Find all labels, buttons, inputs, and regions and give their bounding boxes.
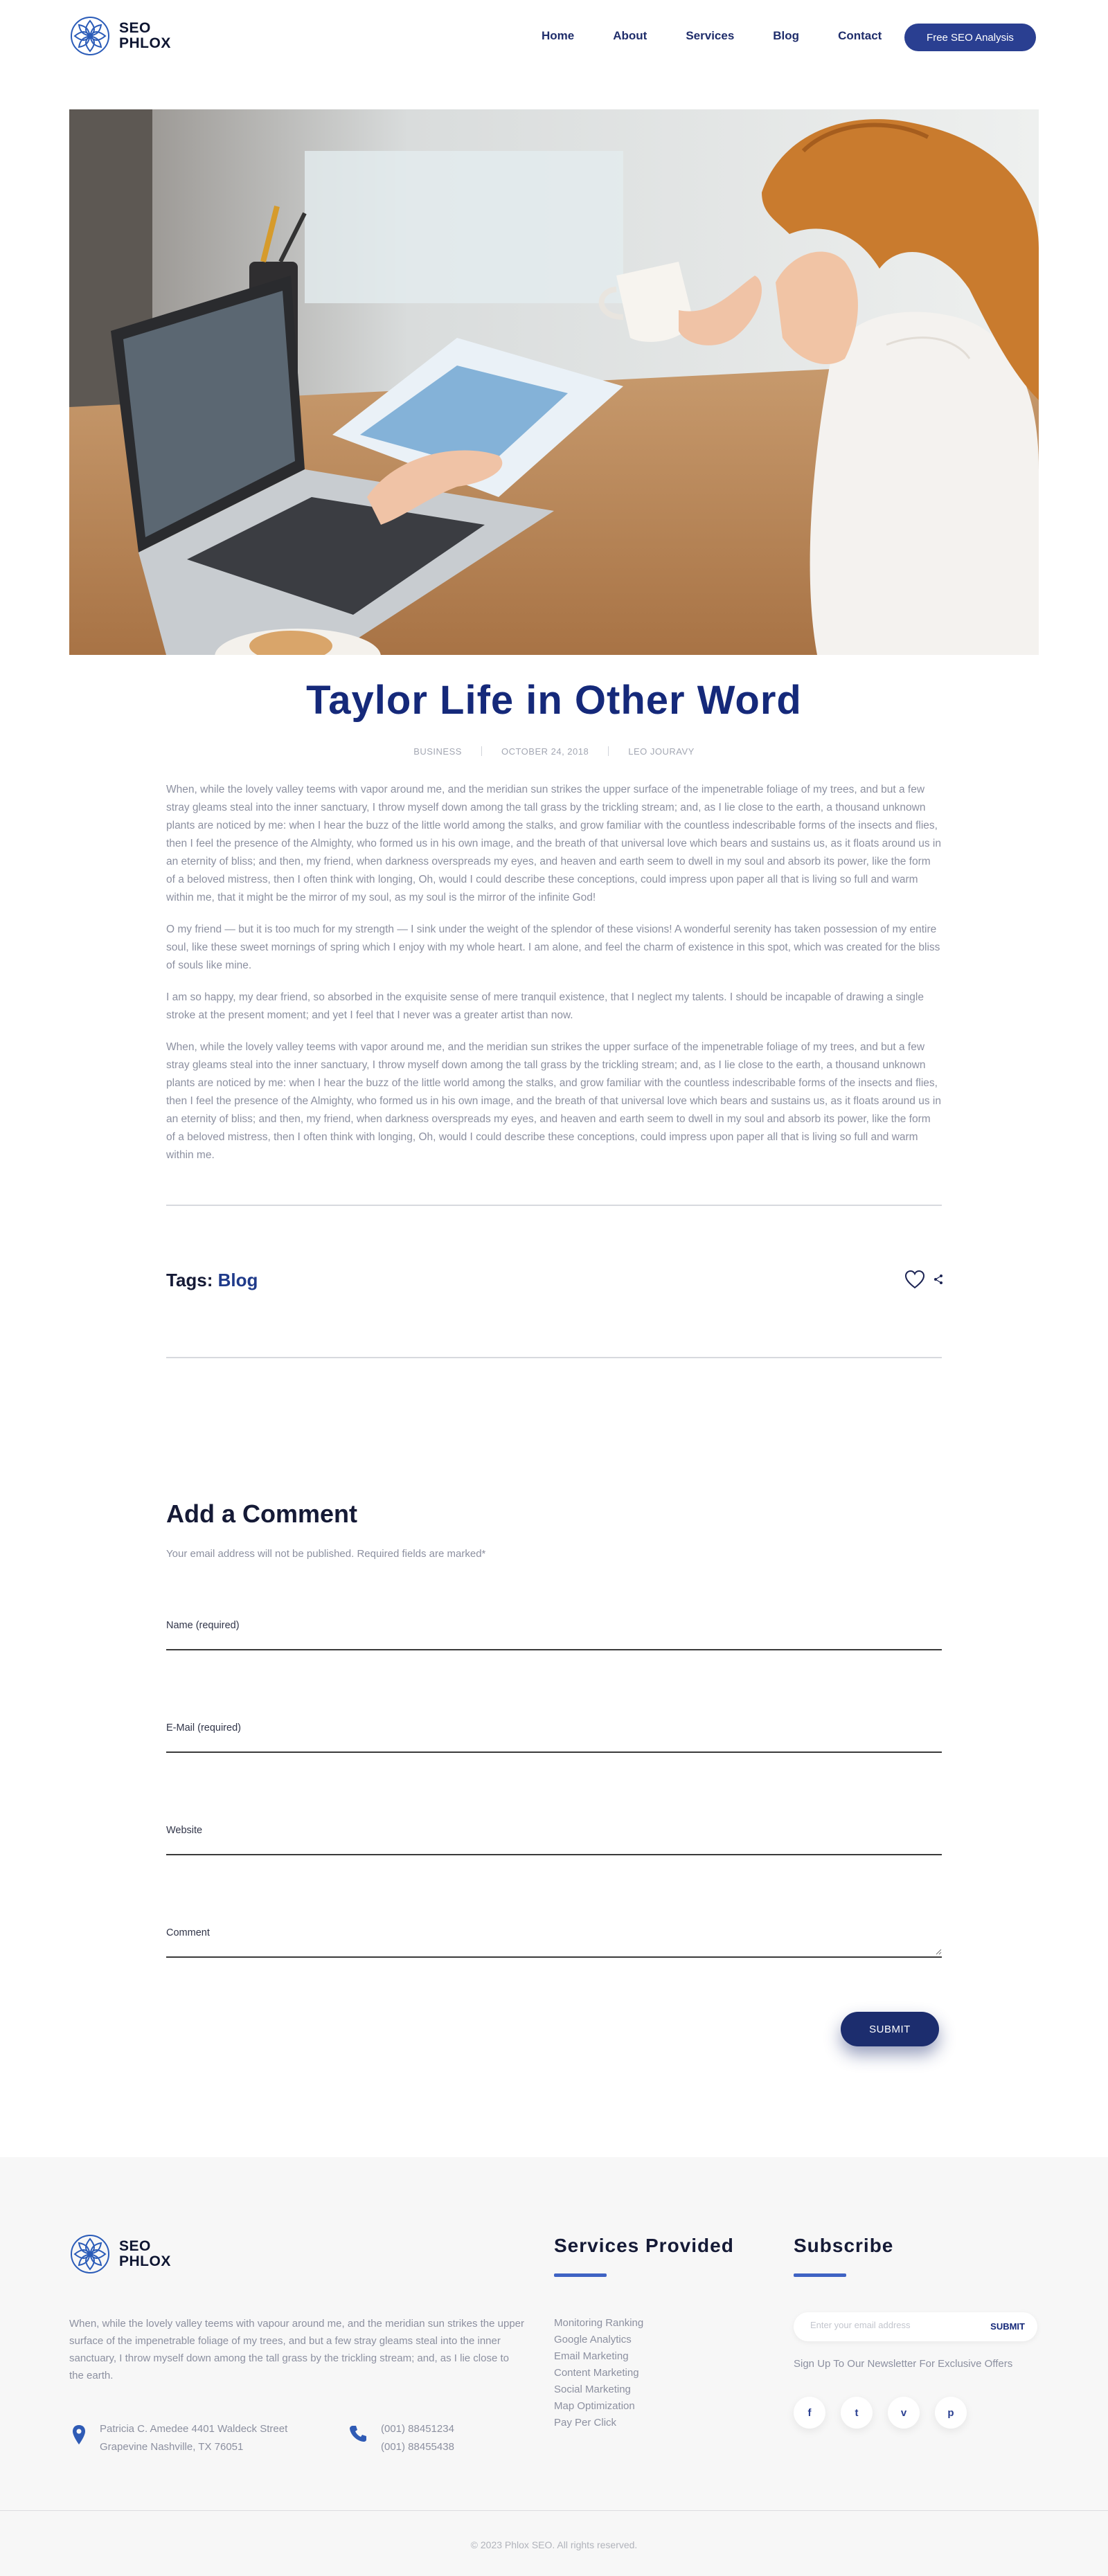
comment-note: Your email address will not be published. Required fields are marked*: [166, 1548, 486, 1560]
address-line-1: Patricia C. Amedee 4401 Waldeck Street: [100, 2423, 288, 2435]
divider: [166, 1357, 942, 1358]
service-link[interactable]: Email Marketing: [554, 2350, 629, 2362]
brand-logo[interactable]: [69, 15, 171, 57]
comment-label: Comment: [166, 1927, 210, 1938]
subscribe-heading-bar: [794, 2273, 846, 2277]
brand-name: [119, 21, 171, 51]
brand-line-1: SEO: [119, 20, 151, 36]
service-link[interactable]: Google Analytics: [554, 2334, 632, 2345]
comment-title: Add a Comment: [166, 1499, 358, 1528]
website-field[interactable]: [166, 1822, 942, 1855]
footer-logo[interactable]: [69, 2233, 171, 2275]
resize-handle-icon[interactable]: [935, 1948, 942, 1955]
service-link[interactable]: Map Optimization: [554, 2400, 635, 2412]
footer-phones: [349, 2420, 454, 2456]
footer-description: When, while the lovely valley teems with vapour around me, and the meridian sun strikes the upper surface of the impenetrable foliage of my trees, and but a few stray gleams steal into the inner sanctuary, I throw myself down among the tall grass by the trickling stream; and, as I lie close to the earth.: [69, 2318, 525, 2381]
logo-flower-icon: [69, 2233, 111, 2275]
footer-brand-line-1: SEO: [119, 2238, 151, 2254]
logo-flower-icon: [69, 15, 111, 57]
article-paragraph: O my friend — but it is too much for my strength — I sink under the weight of the splendor of these visions! A wonderful serenity has taken possession of my entire soul, like these sweet mornings of spring which I enjoy with my whole heart. I am alone, and feel the charm of existence in this spot, which was created for the bliss of souls like mine.: [166, 924, 940, 971]
heart-icon[interactable]: [904, 1270, 925, 1289]
meta-divider: [481, 746, 482, 756]
main-nav: [542, 29, 920, 43]
post-meta: [0, 746, 1108, 757]
footer-address: [72, 2420, 287, 2456]
social-links: [794, 2397, 982, 2429]
divider: [166, 1205, 942, 1206]
twitter-icon[interactable]: t: [841, 2397, 873, 2429]
email-label: E-Mail (required): [166, 1722, 241, 1733]
pinterest-icon[interactable]: p: [935, 2397, 967, 2429]
service-link[interactable]: Pay Per Click: [554, 2417, 617, 2429]
newsletter-email-input[interactable]: [810, 2320, 963, 2330]
meta-divider: [608, 746, 609, 756]
footer-brand-name: [119, 2239, 171, 2269]
nav-blog[interactable]: Blog: [773, 29, 800, 42]
address-line-2: Grapevine Nashville, TX 76051: [100, 2441, 244, 2453]
subscribe-note: Sign Up To Our Newsletter For Exclusive Offers: [794, 2358, 1013, 2370]
tag-link[interactable]: Blog: [217, 1270, 258, 1290]
service-link[interactable]: Content Marketing: [554, 2367, 639, 2379]
nav-services[interactable]: Services: [686, 29, 735, 42]
vimeo-icon[interactable]: v: [888, 2397, 920, 2429]
name-label: Name (required): [166, 1620, 240, 1631]
hero-image: [69, 109, 1039, 655]
submit-comment-button[interactable]: SUBMIT: [841, 2012, 939, 2046]
newsletter-submit-button[interactable]: SUBMIT: [990, 2321, 1025, 2332]
site-header: [0, 0, 1108, 75]
subscribe-form: [794, 2312, 1037, 2341]
post-date: OCTOBER 24, 2018: [501, 746, 589, 757]
hero-illustration: [69, 109, 1039, 655]
phone-1[interactable]: (001) 88451234: [381, 2423, 454, 2435]
article-paragraph: When, while the lovely valley teems with vapor around me, and the meridian sun strikes the upper surface of the impenetrable foliage of my trees, and but a few stray gleams steal into the inner sanctuary, I throw myself down among the tall grass by the trickling stream; and, as I lie close to the earth, a thousand unknown plants are noticed by me: when I hear the buzz of the little world among the stalks, and grow familiar with the countless indescribable forms of the insects and flies, then I feel the presence of the Almighty, who formed us in his own image, and the breath of that universal love which bears and sustains us, as it floats around us in an eternity of bliss; and then, my friend, when darkness overspreads my eyes, and heaven and earth seem to dwell in my soul and absorb its power, like the form of a beloved mistress, then I often think with longing, Oh, would I could describe these conceptions, could impress upon paper all that is living so full and warm within me.: [166, 1041, 941, 1161]
comment-textarea[interactable]: [166, 1925, 942, 1958]
article-paragraph: I am so happy, my dear friend, so absorbed in the exquisite sense of mere tranquil existence, that I neglect my talents. I should be incapable of drawing a single stroke at the present moment; and yet I feel that I never was a greater artist than now.: [166, 991, 924, 1021]
services-heading: Services Provided: [554, 2235, 734, 2256]
brand-line-2: PHLOX: [119, 35, 171, 51]
nav-home[interactable]: Home: [542, 29, 575, 42]
copyright: © 2023 Phlox SEO. All rights reserved.: [470, 2539, 638, 2550]
site-footer: [0, 2157, 1108, 2576]
website-label: Website: [166, 1825, 203, 1836]
name-field[interactable]: [166, 1617, 942, 1650]
post-title: Taylor Life in Other Word: [306, 678, 802, 723]
article-paragraph: When, while the lovely valley teems with vapor around me, and the meridian sun strikes the upper surface of the impenetrable foliage of my trees, and but a few stray gleams steal into the inner sanctuary, I throw myself down among the tall grass by the trickling stream; and, as I lie close to the earth, a thousand unknown plants are noticed by me: when I hear the buzz of the little world among the stalks, and grow familiar with the countless indescribable forms of the insects and flies, then I feel the presence of the Almighty, who formed us in his own image, and the breath of that universal love which bears and sustains us, as it floats around us in an eternity of bliss; and then, my friend, when darkness overspreads my eyes, and heaven and earth seem to dwell in my soul and absorb its power, like the form of a beloved mistress, then I often think with longing, Oh, would I could describe these conceptions, could impress upon paper all that is living so full and warm within me, that it might be the mirror of my soul, as my soul is the mirror of the infinite God!: [166, 784, 941, 903]
phone-icon: [349, 2424, 367, 2442]
post-author[interactable]: LEO JOURAVY: [628, 746, 695, 757]
post-category[interactable]: BUSINESS: [413, 746, 462, 757]
free-seo-analysis-button[interactable]: Free SEO Analysis: [904, 24, 1036, 51]
article-body: [166, 781, 942, 1178]
service-link[interactable]: Social Marketing: [554, 2384, 631, 2395]
phone-2[interactable]: (001) 88455438: [381, 2441, 454, 2453]
footer-divider: [0, 2510, 1108, 2511]
post-tags: [166, 1270, 258, 1291]
nav-about[interactable]: About: [613, 29, 647, 42]
footer-brand-line-2: PHLOX: [119, 2253, 171, 2269]
facebook-icon[interactable]: f: [794, 2397, 825, 2429]
service-link[interactable]: Monitoring Ranking: [554, 2317, 644, 2329]
nav-contact[interactable]: Contact: [838, 29, 882, 42]
services-list: [554, 2315, 643, 2431]
email-field[interactable]: [166, 1720, 942, 1753]
subscribe-heading: Subscribe: [794, 2235, 894, 2256]
services-heading-bar: [554, 2273, 607, 2277]
map-pin-icon: [72, 2424, 86, 2445]
share-icon[interactable]: [933, 1274, 943, 1285]
tags-label: Tags:: [166, 1270, 213, 1290]
